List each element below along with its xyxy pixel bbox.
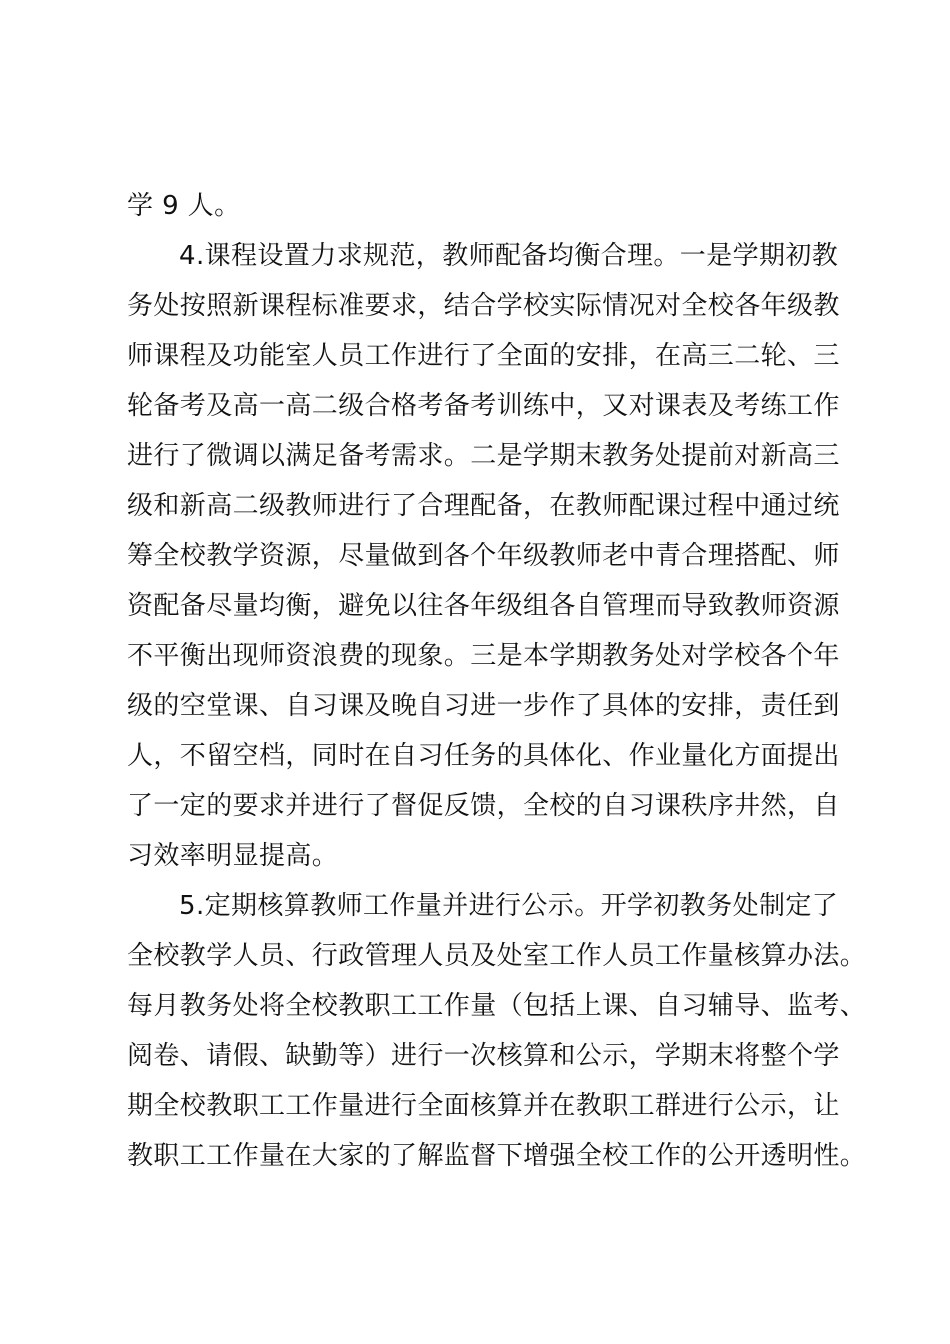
text-line: 4.课程设置力求规范，教师配备均衡合理。一是学期初教 (179, 241, 839, 271)
text-line: 阅卷、请假、缺勤等）进行一次核算和公示，学期末将整个学 (127, 1041, 840, 1071)
text-line: 级和新高二级教师进行了合理配备，在教师配课过程中通过统 (127, 491, 840, 521)
text-line: 师课程及功能室人员工作进行了全面的安排，在高三二轮、三 (127, 341, 840, 371)
text-line: 学 9 人。 (127, 191, 241, 221)
text-line: 期全校教职工工作量进行全面核算并在教职工群进行公示，让 (127, 1091, 840, 1121)
text-line: 了一定的要求并进行了督促反馈，全校的自习课秩序井然，自 (127, 791, 840, 821)
text-line: 不平衡出现师资浪费的现象。三是本学期教务处对学校各个年 (127, 641, 840, 671)
text-line: 进行了微调以满足备考需求。二是学期末教务处提前对新高三 (127, 441, 840, 471)
text-line: 级的空堂课、自习课及晚自习进一步作了具体的安排，责任到 (127, 691, 840, 721)
text-line: 全校教学人员、行政管理人员及处室工作人员工作量核算办法。 (127, 941, 867, 971)
text-line: 教职工工作量在大家的了解监督下增强全校工作的公开透明性。 (127, 1141, 867, 1171)
text-line: 习效率明显提高。 (127, 841, 339, 871)
text-line: 每月教务处将全校教职工工作量（包括上课、自习辅导、监考、 (127, 991, 867, 1021)
text-line: 资配备尽量均衡，避免以往各年级组各自管理而导致教师资源 (127, 591, 840, 621)
text-line: 筹全校教学资源，尽量做到各个年级教师老中青合理搭配、师 (127, 541, 840, 571)
text-line: 务处按照新课程标准要求，结合学校实际情况对全校各年级教 (127, 291, 840, 321)
text-line: 轮备考及高一高二级合格考备考训练中，又对课表及考练工作 (127, 391, 840, 421)
text-line: 人，不留空档，同时在自习任务的具体化、作业量化方面提出 (127, 741, 840, 771)
text-line: 5.定期核算教师工作量并进行公示。开学初教务处制定了 (179, 891, 839, 921)
